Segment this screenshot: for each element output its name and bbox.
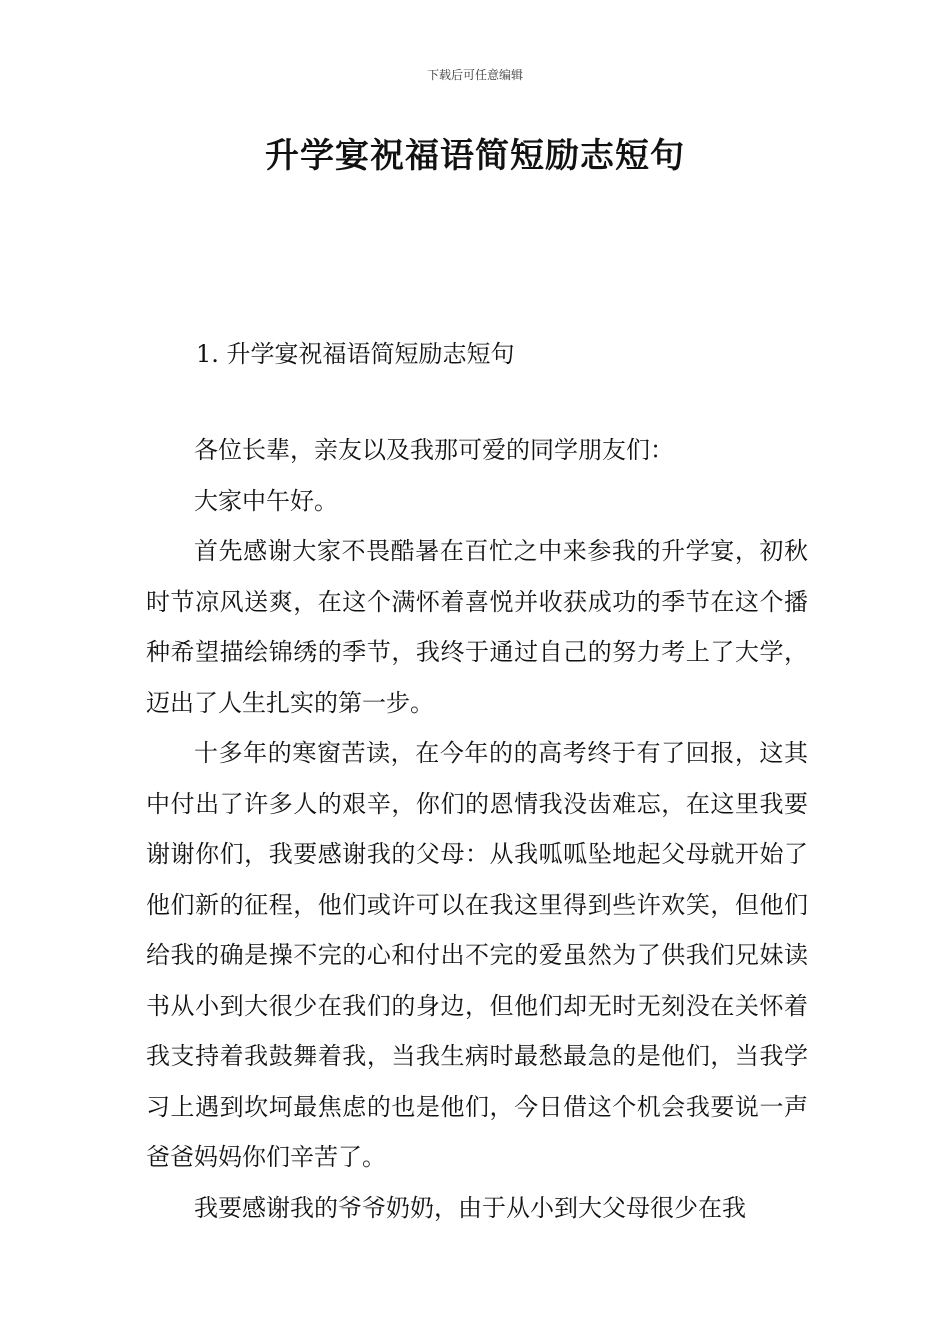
paragraph-greeting: 各位长辈，亲友以及我那可爱的同学朋友们：	[194, 436, 674, 464]
paragraph-thanks-guests: 首先感谢大家不畏酷暑在百忙之中来参我的升学宴，初秋时节凉风送爽，在这个满怀着喜悦并收获成功的季节在这个播种希望描绘锦绣的季节，我终于通过自己的努力考上了大学，迈出了人生扎实的第一步。	[146, 537, 808, 717]
paragraph-hello: 大家中午好。	[194, 486, 338, 515]
document-body	[146, 425, 808, 1233]
paragraph-thanks-parents: 十多年的寒窗苦读，在今年的的高考终于有了回报，这其中付出了许多人的艰辛，你们的恩情我没齿难忘，在这里我要谢谢你们，我要感谢我的父母：从我呱呱坠地起父母就开始了他们新的征程，他们或许可以在我这里得到些许欢笑，但他们给我的确是操不完的心和付出不完的爱虽然为了供我们兄妹读书从小到大很少在我们的身边，但他们却无时无刻没在关怀着我支持着我鼓舞着我，当我生病时最愁最急的是他们，当我学习上遇到坎坷最焦虑的也是他们，今日借这个机会我要说一声爸爸妈妈你们辛苦了。	[146, 739, 808, 1171]
section-heading: 1. 升学宴祝福语简短励志短句	[196, 340, 515, 368]
paragraph-thanks-grandparents: 我要感谢我的爷爷奶奶，由于从小到大父母很少在我	[194, 1193, 746, 1222]
header-note: 下载后可任意编辑	[426, 68, 523, 82]
document-title: 升学宴祝福语简短励志短句	[265, 136, 685, 176]
